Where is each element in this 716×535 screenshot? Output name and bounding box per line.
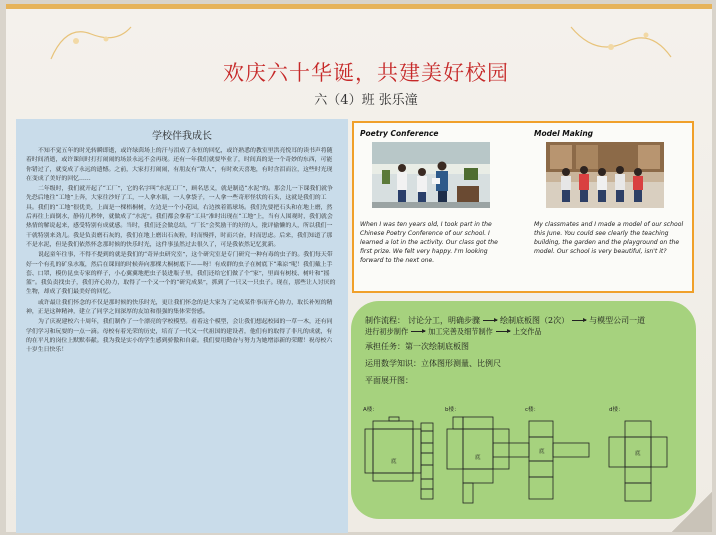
essay-heading: 学校伴我成长 [152, 131, 212, 142]
net-label-a: A楼： [363, 407, 378, 413]
process-step: 进行初步制作 [365, 327, 409, 336]
essay-paragraph: 或许最让我们怀念的不仅是那时候的快乐时光，更让我们怀念的是大家为了完成某件事而齐心协力，取长补短的精神，正是这种精神，建立了同学之间深厚的友谊和很强的集体荣誉感。 [26, 299, 333, 316]
math-line: 运用数学知识：立体图形测量、比例尺 [365, 359, 501, 368]
arrow-icon [483, 320, 497, 321]
plan-heading: 平面展开图： [365, 376, 413, 385]
poster-sheet [6, 4, 712, 532]
essay-paragraph: 二年级时，我们就开起了“工厂”，它的名字叫“水泥工厂”，顾名思义，就是制造“水泥”的。那会儿一下课我们就争先恐后地往“工地”上奔，大家往沙好了工，一人拿水瓶，一人拿袋子，一人拿一些奇形怪状的石头，这就是我们的工具。我们的“工地”很优美，上面是一棵梧桐树，左边是一个小花园，右边挨着篮球场。我们先要把石头和在地上磨，然后再往上面倒水，静待几秒钟，就做成了“水泥”。我们都会拿着“工具”准时出现在“工地”上，当有人围观时，我们就会热情的解说起来，感受特别有成就感。当时，我们还会做总结，“厂长”会奖励干的好的人，批评偷懒的人，所以我们一干就特别来劲儿。我是负责磨石灰的，我们在地上磨出石灰粉，时而慢拌，时而兴奋，时而思虑。后来，我们知道了那不是水泥，但是我们依然怀念那时候的快乐时光，这件事虽然过去很久了，可是我依然记忆犹新。 [26, 186, 333, 248]
essay-panel [16, 119, 348, 533]
arrow-icon [572, 320, 586, 321]
process-step: 绘制底板图（2次） [500, 316, 570, 325]
decorative-flourish-left [46, 19, 136, 69]
essay-paragraph: 说起童年往事，不得不提到的就是我们的“奇异虫研究室”，这个研究室是专门研究一种有毒的虫子的。我们每天带好一个有孔的矿泉水瓶，然后在课间的时候奔向那棵大桐树底下——呀！有成群的虫子在树底下“乘凉”呢！我们戴上手套、口罩，模仿昆虫专家的样子，小心翼翼地把虫子装进瓶子里，我们还给它们做了个“家”，里面有树枝、树叶和“摇篮”。我负责找虫子，我们齐心协力，取得了一个又一个的“研究成果”，抓到了一只又一只虫子。现在，那些让人讨厌的生物，却成了我们最美好的回忆。 [26, 252, 336, 296]
process-flow-row-1 [365, 315, 684, 326]
net-tag: 底 [539, 449, 545, 455]
net-tag: 底 [391, 459, 397, 465]
process-flow-row-2 [365, 326, 684, 337]
page-fold-shadow [672, 492, 712, 532]
poetry-conference-column [360, 129, 510, 265]
decorative-flourish-right [566, 17, 676, 72]
process-step: 加工完善及细节制作 [428, 327, 493, 336]
poetry-conference-photo [372, 142, 490, 208]
poster-subtitle: 六（4）班 张乐潼 [314, 93, 418, 108]
net-tag: 底 [475, 455, 481, 461]
net-tag: 底 [635, 451, 641, 457]
arrow-icon [496, 331, 510, 332]
essay-paragraph: 不知不觉五年的时光转瞬即逝，或许绿茵场上的汗与泪成了永恒的回忆，或许熟悉的教室里洪亮悦耳的读书声将随着时间消逝，或许课间时打打闹闹的场景永远不会再现。还有一年我们就要毕业了，时间真的是一个奇妙的东西，可能你错过了，就变成了永远的遗憾。之前，大家打打闹闹，有朋友有“敌人”，有时欢天喜地，有时含泪而泣，这些时光现在变成了美好的回忆…… [26, 148, 333, 182]
model-making-caption: My classmates and I made a model of our school this June. You could see clearly the teaching building, the garden and the playground on the model. Our school is very beautiful, isn't it? [534, 221, 684, 255]
net-drawings [363, 413, 685, 509]
poetry-conference-caption: When I was ten years old, I took part in the Chinese Poetry Conference of our school. I learned a lot in the activity. Our class got the first prize. We felt very happy. I'm looking forward to the next one. [360, 221, 498, 264]
essay-paragraph: 为了庆祝建校六十周年，我们制作了一个漂亮的学校模型。看着这个模型，会让我们想起校园的一草一木，还有同学们学习和玩耍的一点一滴。母校有着光荣的历史，培育了一代又一代祖国的建设者，他们有的取得了非凡的成就，有的在平凡的岗位上默默奉献。我为我是实小的学生感到骄傲和自豪。我们要用勤奋与努力为她增添新的荣耀！祝母校六十岁生日快乐！ [26, 319, 333, 354]
process-panel [351, 301, 696, 519]
process-step: 讨论分工，明确步骤 [408, 316, 480, 325]
process-step: 与模型公司一道 [589, 316, 646, 325]
poster-title: 欢庆六十华诞，共建美好校园 [223, 61, 509, 85]
net-label-d: d楼： [609, 407, 624, 413]
net-diagrams [363, 405, 685, 509]
net-label-c: c楼： [525, 407, 540, 413]
task-line: 承担任务：第一次绘制底板图 [365, 342, 469, 351]
model-making-heading: Model Making [534, 129, 594, 138]
poetry-conference-heading: Poetry Conference [360, 129, 439, 138]
english-section [352, 121, 694, 293]
net-label-b: b楼： [445, 407, 460, 413]
model-making-column [534, 129, 684, 256]
process-step: 上交作品 [512, 327, 542, 336]
model-making-photo [546, 142, 664, 208]
process-label: 制作流程： [365, 316, 405, 325]
arrow-icon [411, 331, 425, 332]
